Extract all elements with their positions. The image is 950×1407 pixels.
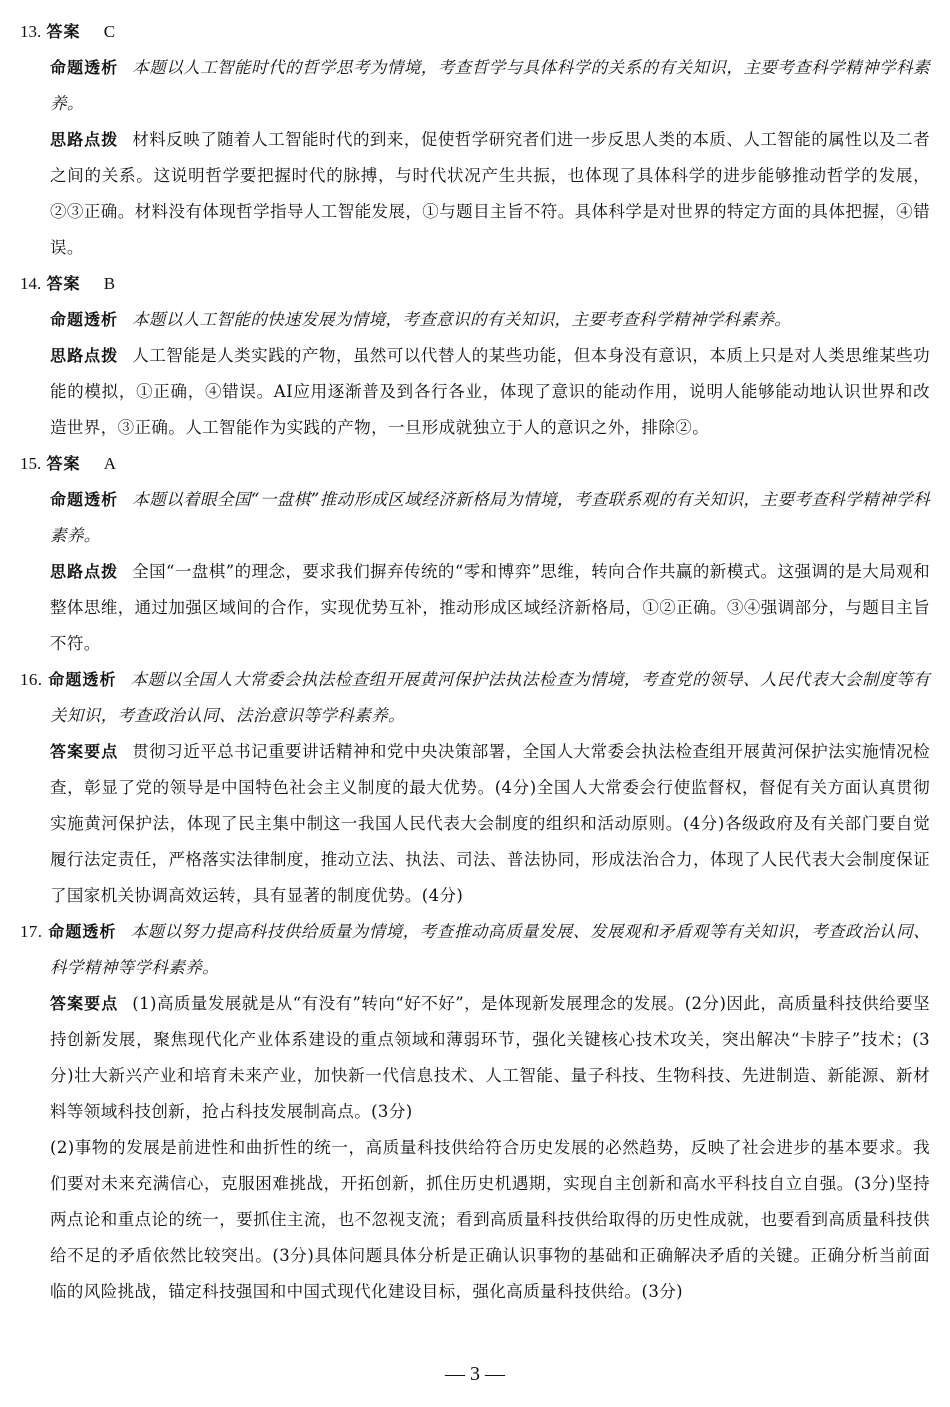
analysis-text: 本题以人工智能时代的哲学思考为情境，考查哲学与具体科学的关系的有关知识，主要考查科学精神学科素养。 bbox=[50, 58, 930, 113]
key-points-label: 答案要点 bbox=[50, 994, 119, 1013]
hint-text: 全国“一盘棋”的理念，要求我们摒弃传统的“零和博弈”思维，转向合作共赢的新模式。这强调的是大局观和整体思维，通过加强区域间的合作，实现优势互补，推动形成区域经济新格局，①②正确。③④强调部分，与题目主旨不符。 bbox=[50, 562, 930, 653]
analysis-label: 命题透析 bbox=[50, 310, 119, 329]
question-header bbox=[20, 266, 930, 302]
key-points-label: 答案要点 bbox=[50, 742, 119, 761]
question-15 bbox=[20, 446, 930, 662]
analysis-label: 命题透析 bbox=[48, 922, 117, 941]
answer-label: 答案 bbox=[46, 454, 81, 473]
question-16 bbox=[20, 662, 930, 914]
question-13 bbox=[20, 14, 930, 266]
hint-text: 材料反映了随着人工智能时代的到来，促使哲学研究者们进一步反思人类的本质、人工智能的属性以及二者之间的关系。这说明哲学要把握时代的脉搏，与时代状况产生共振，也体现了具体科学的进步能够推动哲学的发展，②③正确。材料没有体现哲学指导人工智能发展，①与题目主旨不符。具体科学是对世界的特定方面的具体把握，④错误。 bbox=[50, 130, 930, 257]
question-header bbox=[20, 446, 930, 482]
question-number: 16. bbox=[20, 670, 43, 689]
question-number: 17. bbox=[20, 922, 43, 941]
key-points-paragraph bbox=[20, 986, 930, 1130]
key-points-paragraph-2 bbox=[20, 1130, 930, 1310]
key-points-paragraph bbox=[20, 734, 930, 914]
key-points-text: (1)高质量发展就是从“有没有”转向“好不好”，是体现新发展理念的发展。(2分)因此，高质量科技供给要坚持创新发展，聚焦现代化产业体系建设的重点领域和薄弱环节，强化关键核心技术攻关，突出解决“卡脖子”技术；(3分)壮大新兴产业和培育未来产业，加快新一代信息技术、人工智能、量子科技、生物科技、先进制造、新能源、新材料等领域科技创新，抢占科技发展制高点。(3分) bbox=[50, 994, 930, 1121]
analysis-paragraph bbox=[20, 50, 930, 122]
answer-choice: B bbox=[103, 274, 116, 293]
analysis-paragraph bbox=[20, 302, 930, 338]
analysis-text: 本题以着眼全国“一盘棋”推动形成区域经济新格局为情境，考查联系观的有关知识，主要考查科学精神学科素养。 bbox=[50, 490, 930, 545]
answer-label: 答案 bbox=[46, 274, 81, 293]
hint-label: 思路点拨 bbox=[50, 562, 119, 581]
hint-paragraph bbox=[20, 122, 930, 266]
question-14 bbox=[20, 266, 930, 446]
analysis-text: 本题以全国人大常委会执法检查组开展黄河保护法执法检查为情境，考查党的领导、人民代表大会制度等有关知识，考查政治认同、法治意识等学科素养。 bbox=[50, 670, 930, 725]
hint-paragraph bbox=[20, 554, 930, 662]
question-17 bbox=[20, 914, 930, 1310]
analysis-text: 本题以努力提高科技供给质量为情境，考查推动高质量发展、发展观和矛盾观等有关知识，考查政治认同、科学精神等学科素养。 bbox=[50, 922, 930, 977]
question-number: 14. bbox=[20, 274, 42, 293]
key-points-text-2: (2)事物的发展是前进性和曲折性的统一，高质量科技供给符合历史发展的必然趋势，反映了社会进步的基本要求。我们要对未来充满信心，克服困难挑战，开拓创新，抓住历史机遇期，实现自主创新和高水平科技自立自强。(3分)坚持两点论和重点论的统一，要抓住主流，也不忽视支流；看到高质量科技供给取得的历史性成就，也要看到高质量科技供给不足的矛盾依然比较突出。(3分)具体问题具体分析是正确认识事物的基础和正确解决矛盾的关键。正确分析当前面临的风险挑战，锚定科技强国和中国式现代化建设目标，强化高质量科技供给。(3分) bbox=[50, 1138, 930, 1301]
hint-paragraph bbox=[20, 338, 930, 446]
answer-choice: C bbox=[103, 22, 116, 41]
analysis-paragraph bbox=[20, 482, 930, 554]
analysis-label: 命题透析 bbox=[50, 490, 119, 509]
analysis-text: 本题以人工智能的快速发展为情境，考查意识的有关知识，主要考查科学精神学科素养。 bbox=[132, 310, 792, 329]
key-points-text: 贯彻习近平总书记重要讲话精神和党中央决策部署，全国人大常委会执法检查组开展黄河保护法实施情况检查，彰显了党的领导是中国特色社会主义制度的最大优势。(4分)全国人大常委会行使监督权，督促有关方面认真贯彻实施黄河保护法，体现了民主集中制这一我国人民代表大会制度的组织和活动原则。(4分)各级政府及有关部门要自觉履行法定责任，严格落实法律制度，推动立法、执法、司法、普法协同，形成法治合力，体现了人民代表大会制度保证了国家机关协调高效运转，具有显著的制度优势。(4分) bbox=[50, 742, 930, 905]
page-number: — 3 — bbox=[445, 1363, 505, 1385]
hint-text: 人工智能是人类实践的产物，虽然可以代替人的某些功能，但本身没有意识，本质上只是对人类思维某些功能的模拟，①正确，④错误。AI应用逐渐普及到各行各业，体现了意识的能动作用，说明人能够能动地认识世界和改造世界，③正确。人工智能作为实践的产物，一旦形成就独立于人的意识之外，排除②。 bbox=[50, 346, 930, 437]
question-header bbox=[20, 914, 930, 986]
hint-label: 思路点拨 bbox=[50, 130, 119, 149]
analysis-label: 命题透析 bbox=[50, 58, 119, 77]
answer-label: 答案 bbox=[46, 22, 81, 41]
analysis-label: 命题透析 bbox=[48, 670, 117, 689]
hint-label: 思路点拨 bbox=[50, 346, 119, 365]
question-number: 15. bbox=[20, 454, 42, 473]
question-header bbox=[20, 662, 930, 734]
question-number: 13. bbox=[20, 22, 42, 41]
question-header bbox=[20, 14, 930, 50]
answer-choice: A bbox=[103, 454, 117, 473]
